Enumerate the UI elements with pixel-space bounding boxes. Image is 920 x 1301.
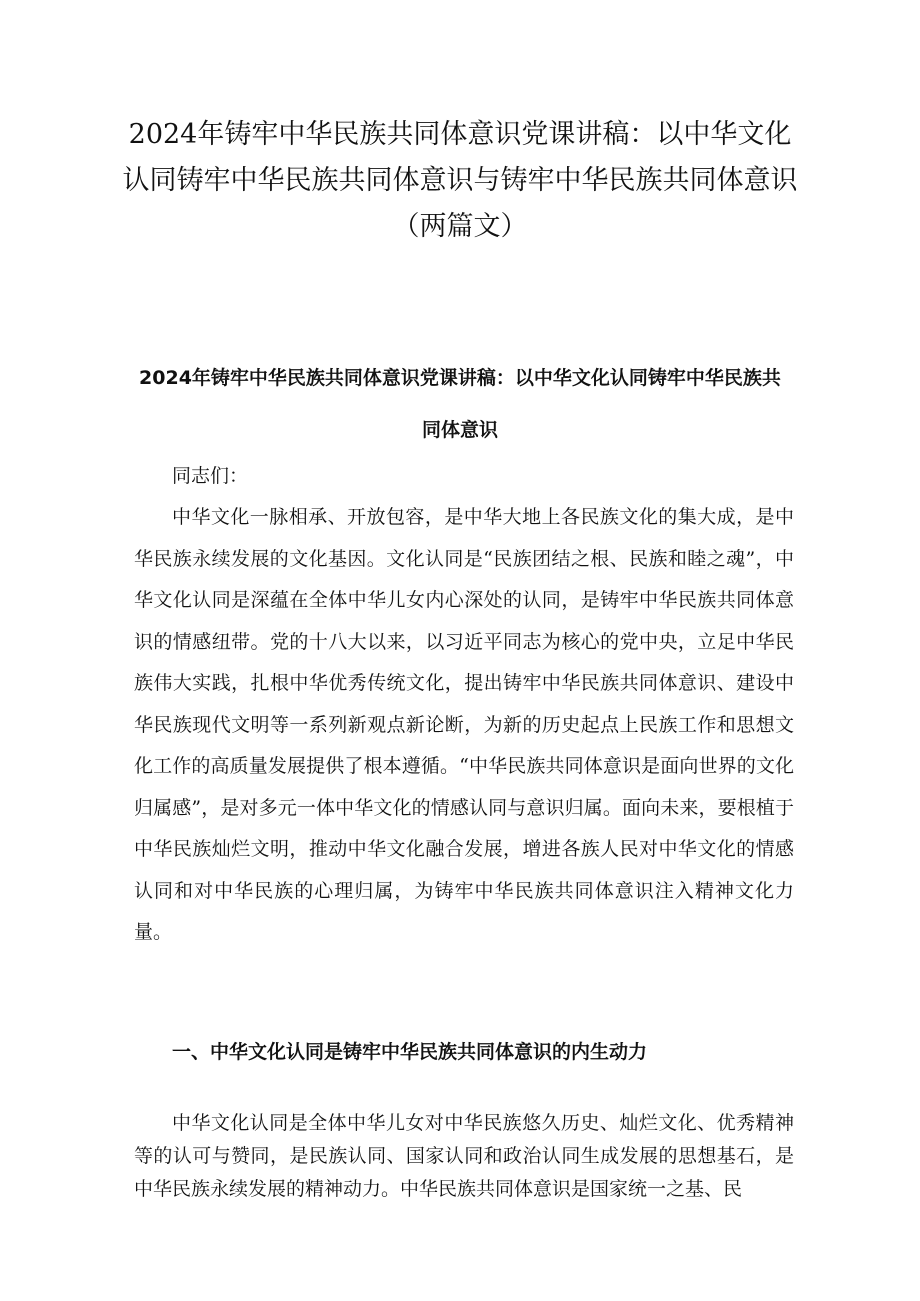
paragraph: 中华文化一脉相承、开放包容，是中华大地上各民族文化的集大成，是中华民族永续发展的文化基因。文化认同是“民族团结之根、民族和睦之魂”，中华文化认同是深蕴在全体中华儿女内心深处的认同，是铸牢中华民族共同体意识的情感纽带。党的十八大以来，以习近平同志为核心的党中央，立足中华民族伟大实践，扎根中华优秀传统文化，提出铸牢中华民族共同体意识、建设中华民族现代文明等一系列新观点新论断，为新的历史起点上民族工作和思想文化工作的高质量发展提供了根本遵循。“中华民族共同体意识是面向世界的文化归属感”，是对多元一体中华文化的情感认同与意识归属。面向未来，要根植于中华民族灿烂文明，推动中华文化融合发展，增进各族人民对中华文化的情感认同和对中华民族的心理归属，为铸牢中华民族共同体意识注入精神文化力量。 — [134, 506, 794, 943]
greeting: 同志们： — [172, 465, 249, 487]
heading-1: 一、中华文化认同是铸牢中华民族共同体意识的内生动力 — [172, 1041, 648, 1063]
paragraph: 中华文化认同是全体中华儿女对中华民族悠久历史、灿烂文化、优秀精神等的认可与赞同，是民族认同、国家认同和政治认同生成发展的思想基石，是中华民族永续发展的精神动力。中华民族共同体意识是国家统一之基、民 — [134, 1112, 794, 1200]
document-title: 2024年铸牢中华民族共同体意识党课讲稿：以中华文化认同铸牢中华民族共同体意识与铸牢中华民族共同体意识（两篇文） — [122, 119, 798, 242]
section-title: 2024年铸牢中华民族共同体意识党课讲稿：以中华文化认同铸牢中华民族共同体意识 — [139, 367, 781, 441]
